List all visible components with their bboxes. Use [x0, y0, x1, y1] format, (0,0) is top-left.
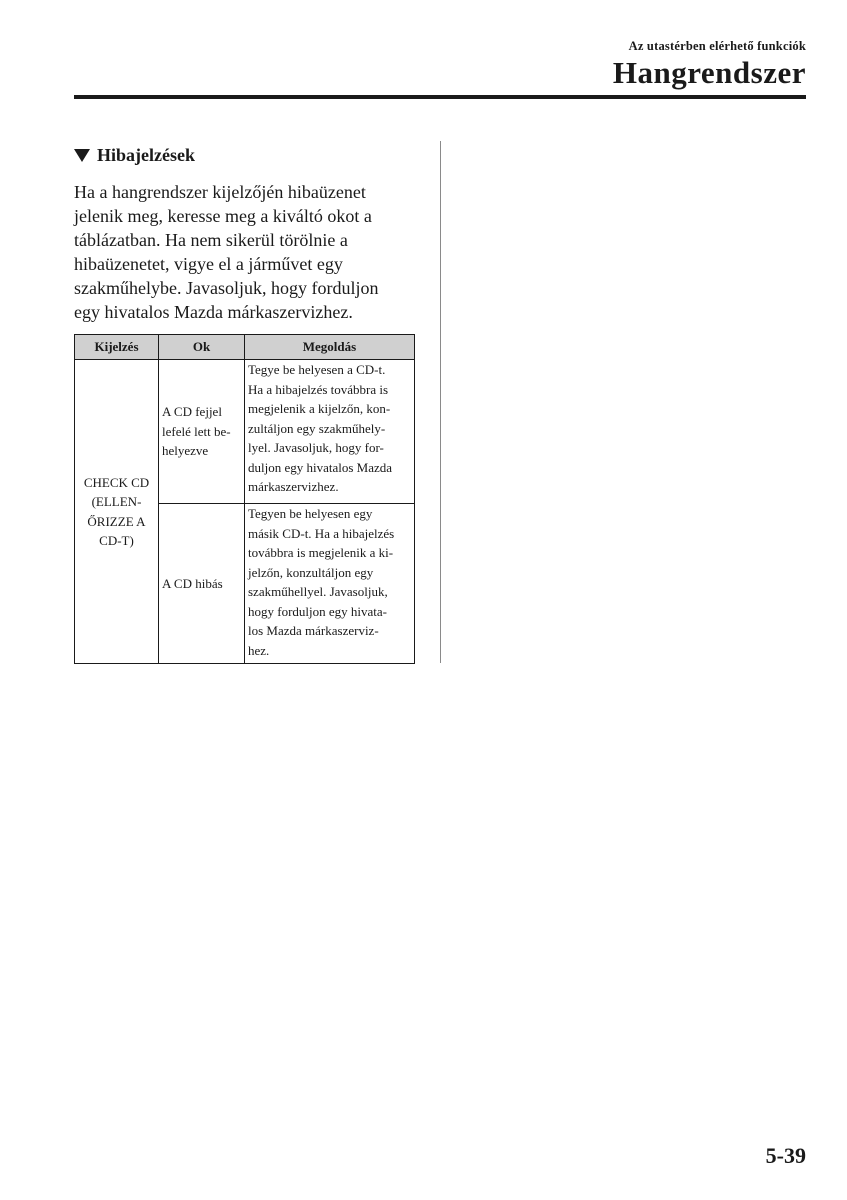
display-line: CD-T): [99, 533, 134, 548]
display-line: CHECK CD: [83, 474, 150, 490]
display-line: ŐRIZZE A: [87, 513, 146, 529]
intro-line: egy hivatalos Mazda márkaszervizhez.: [74, 302, 353, 322]
header-display: Kijelzés: [75, 335, 159, 360]
solution-line: duljon egy hivatalos Mazda: [248, 459, 393, 475]
section-heading-text: Hibajelzések: [97, 145, 195, 165]
cause-line: lefelé lett be-: [162, 423, 231, 439]
section-label: Az utastérben elérhető funkciók: [628, 39, 806, 53]
table-row: [75, 360, 415, 504]
solution-line: zultáljon egy szakműhely-: [248, 420, 386, 436]
intro-line: Ha a hangrendszer kijelzőjén hibaüzenet: [74, 182, 366, 202]
cell-solution: [245, 360, 415, 504]
solution-line: Tegye be helyesen a CD-t.: [248, 362, 386, 377]
cause-line: helyezve: [162, 443, 209, 459]
section-heading: [74, 143, 195, 167]
cell-cause: [159, 504, 245, 664]
error-table: [74, 334, 415, 664]
solution-line: jelzőn, konzultáljon egy: [248, 564, 374, 580]
table-header-row: [75, 335, 415, 360]
solution-line: hez.: [248, 642, 270, 658]
header-solution: Megoldás: [245, 335, 415, 360]
solution-line: lyel. Javasoljuk, hogy for-: [248, 440, 384, 455]
solution-line: szakműhellyel. Javasoljuk,: [248, 584, 388, 599]
cause-line: A CD fejjel: [162, 404, 222, 420]
solution-line: másik CD-t. Ha a hibajelzés: [248, 525, 395, 541]
page-number: 5-39: [765, 1143, 806, 1168]
header-cause: Ok: [159, 335, 245, 360]
chapter-title: Hangrendszer: [612, 55, 806, 90]
cell-solution: [245, 504, 415, 664]
display-line: (ELLEN-: [91, 494, 142, 509]
solution-line: Tegyen be helyesen egy: [248, 506, 373, 521]
triangle-down-icon: [74, 149, 90, 162]
solution-line: továbbra is megjelenik a ki-: [248, 545, 394, 560]
cell-display: [75, 360, 159, 664]
intro-line: jelenik meg, keresse meg a kiváltó okot a: [74, 206, 372, 226]
solution-line: márkaszervizhez.: [248, 479, 339, 494]
solution-line: megjelenik a kijelzőn, kon-: [248, 401, 391, 416]
column-divider: [440, 141, 441, 663]
cause-line: A CD hibás: [162, 575, 223, 591]
intro-line: hibaüzenetet, vigye el a járművet egy: [74, 254, 343, 274]
intro-line: táblázatban. Ha nem sikerül törölnie a: [74, 230, 348, 250]
solution-line: hogy forduljon egy hivata-: [248, 603, 387, 619]
solution-line: Ha a hibajelzés továbbra is: [248, 381, 389, 397]
solution-line: los Mazda márkaszerviz-: [248, 623, 379, 638]
intro-paragraph: [74, 180, 419, 324]
cell-cause: [159, 360, 245, 504]
header-rule: [74, 95, 806, 99]
intro-line: szakműhelybe. Javasoljuk, hogy forduljon: [74, 278, 379, 298]
